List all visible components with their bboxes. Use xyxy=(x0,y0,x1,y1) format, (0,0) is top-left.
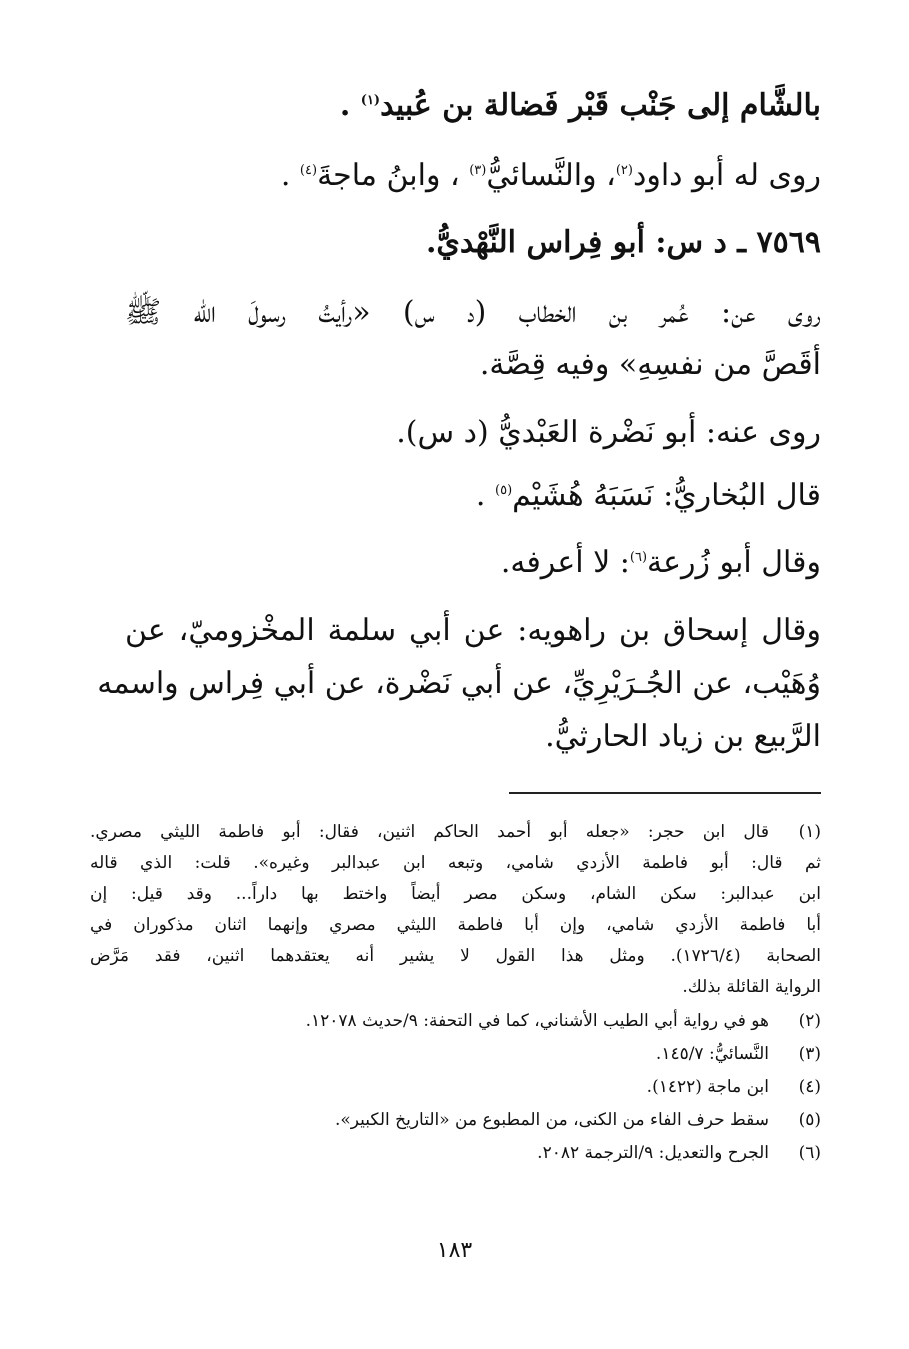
footnote-ref[interactable]: (٥) xyxy=(495,483,513,498)
line-text: . xyxy=(280,158,300,193)
footnote-ref[interactable]: (٣) xyxy=(469,163,487,178)
footnote-number: (٥) xyxy=(798,1110,821,1130)
footnote-line: هو في رواية أبي الطيب الأشناني، كما في التحفة: ٩/حديث ١٢٠٧٨. xyxy=(305,1011,769,1031)
line-text: قال البُخاريُّ: نَسَبَهُ هُشَيْم xyxy=(512,478,821,513)
text-line-2 xyxy=(125,148,821,204)
text-line-7 xyxy=(125,468,821,524)
footnote-line: أبا فاطمة الأزدي شامي، وإن أبا فاطمة الليثي مصري وإنهما اثنان مذكوران في xyxy=(90,915,821,935)
footnote-ref[interactable]: (١) xyxy=(360,93,381,108)
text-line-4: روى عن: عُمر بن الخطاب (د س) «رأيتُ رسولَ الله ﷺ xyxy=(125,295,821,330)
line-text: وقال أبو زُرعة xyxy=(647,545,821,580)
footnote-line: النَّسائيُّ: ١٤٥/٧. xyxy=(655,1044,769,1064)
line-text: روى له أبو داود xyxy=(632,158,821,193)
footnote-number: (١) xyxy=(798,822,821,842)
entry-heading: ٧٥٦٩ ـ د س: أبو فِراس النَّهْديُّ. xyxy=(425,225,821,260)
text-line-5: أقَصَّ من نفسِهِ» وفيه قِصَّة. xyxy=(479,347,821,382)
footnote-number: (٢) xyxy=(798,1011,821,1031)
page-number: ١٨٣ xyxy=(436,1238,473,1263)
line-text: . xyxy=(475,478,495,513)
footnote-ref[interactable]: (٤) xyxy=(299,163,318,178)
footnote-line: ابن ماجة (١٤٢٢). xyxy=(646,1077,769,1097)
line-text: ، وابنُ ماجةَ xyxy=(317,158,470,193)
text-line-9: وقال إسحاق بن راهويه: عن أبي سلمة المخْزوميّ، عن xyxy=(125,613,821,648)
text-line-8 xyxy=(125,535,821,591)
line-text: : لا أعرفه. xyxy=(500,545,630,580)
line-text: . xyxy=(339,88,361,123)
footnote-line: الرواية القائلة بذلك. xyxy=(682,977,821,997)
footnote-line: قال ابن حجر: «جعله أبو أحمد الحاكم اثنين، فقال: أبو فاطمة الليثي مصري. xyxy=(90,822,769,842)
footnote-separator xyxy=(509,792,821,794)
footnote-ref[interactable]: (٢) xyxy=(615,163,633,178)
footnote-number: (٦) xyxy=(798,1143,821,1163)
text-line-1 xyxy=(125,78,821,134)
footnote-line: سقط حرف الفاء من الكنى، من المطبوع من «التاريخ الكبير». xyxy=(334,1110,769,1130)
text-line-6: روى عنه: أبو نَضْرة العَبْديُّ (د س). xyxy=(396,415,821,450)
text-line-10: وُهَيْب، عن الجُـرَيْرِيِّ، عن أبي نَضْرة، عن أبي فِراس واسمه xyxy=(97,666,821,701)
footnote-line: ثم قال: أبو فاطمة الأزدي شامي، وتبعه ابن عبدالبر وغيره». قلت: الذي قاله xyxy=(90,853,821,873)
line-text: ، والنَّسائيُّ xyxy=(486,158,616,193)
footnote-line: الصحابة (١٧٢٦/٤). ومثل هذا القول لا يشير أنه يعتقدهما اثنين، فقد مَرَّض xyxy=(90,946,822,966)
footnote-ref[interactable]: (٦) xyxy=(629,550,648,565)
text-line-11: الرَّبيع بن زياد الحارثيُّ. xyxy=(545,719,821,754)
footnote-number: (٤) xyxy=(798,1077,821,1097)
line-text: بالشَّام إلى جَنْب قَبْر فَضالة بن عُبيد xyxy=(380,88,821,123)
footnote-line: ابن عبدالبر: سكن الشام، وسكن مصر أيضاً واختط بها داراً... وقد قيل: إن xyxy=(90,884,821,904)
footnote-number: (٣) xyxy=(798,1044,821,1064)
footnote-line: الجرح والتعديل: ٩/الترجمة ٢٠٨٢. xyxy=(537,1143,769,1163)
